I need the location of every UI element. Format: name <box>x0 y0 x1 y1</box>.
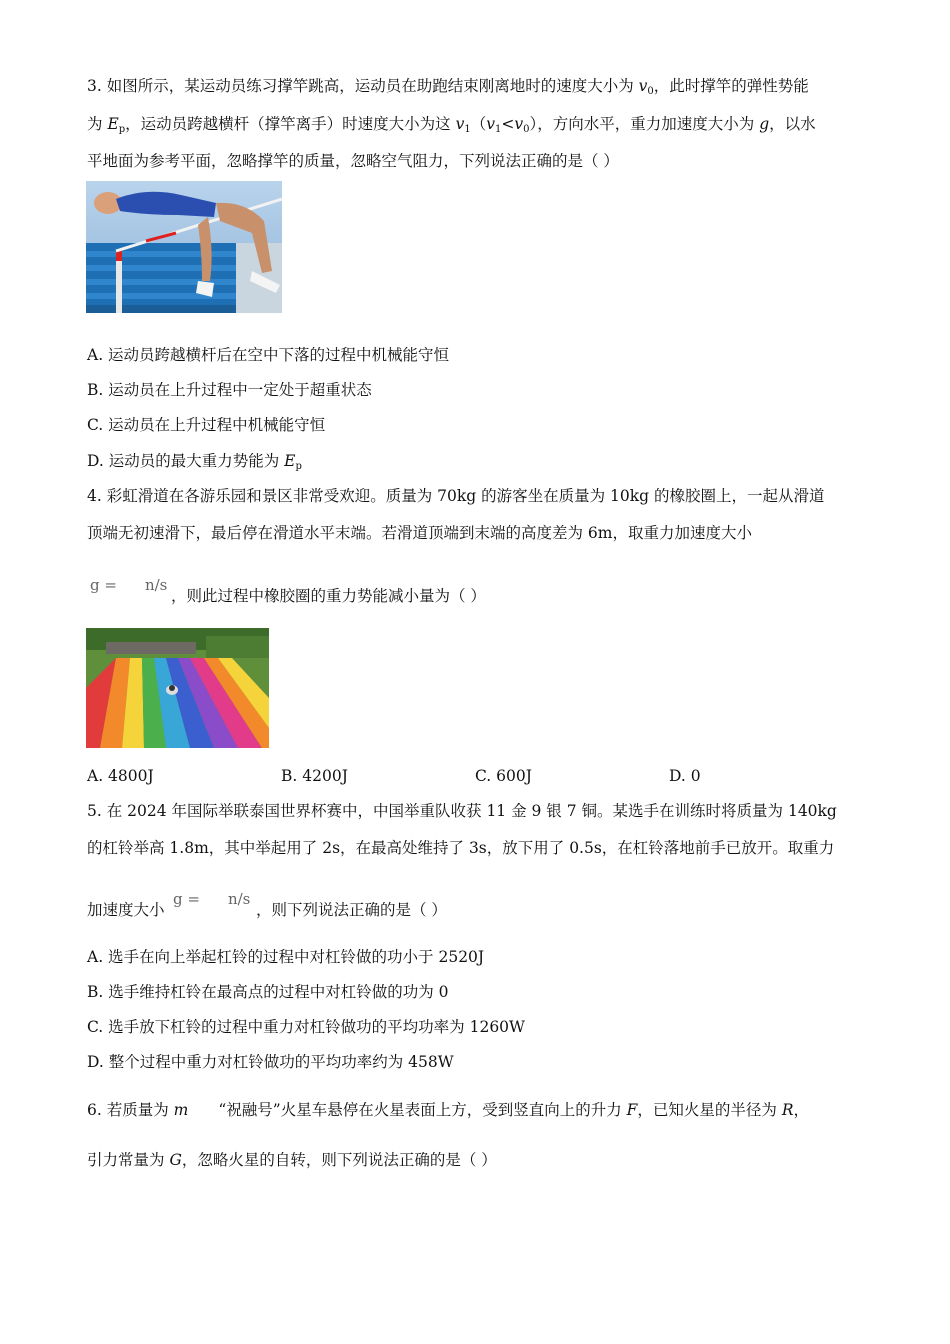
subscript: p <box>295 461 302 472</box>
q4-line-3: ，则此过程中橡胶圈的重力势能减小量为（ ） <box>171 587 486 605</box>
var-E: E <box>284 452 296 470</box>
q6-text: 引力常量为 <box>87 1151 170 1169</box>
q3-text: ，以水 <box>769 115 816 133</box>
q6-line-1 <box>87 1100 809 1120</box>
q6-text: ， <box>793 1101 810 1119</box>
q3-line-2 <box>87 114 816 140</box>
subscript: 0 <box>523 124 530 135</box>
var-F: F <box>626 1101 638 1119</box>
q6-text: 6. 若质量为 <box>87 1101 174 1119</box>
q6-line-2 <box>87 1150 497 1170</box>
q3-text: ），方向水平，重力加速度大小为 <box>529 115 760 133</box>
high-jump-illustration <box>86 181 282 313</box>
high-jump-photo <box>86 181 282 313</box>
q3-option-c[interactable]: C. 运动员在上升过程中机械能守恒 <box>87 416 326 434</box>
q5-line-2: 的杠铃举高 1.8m，其中举起用了 2s，在最高处维持了 3s，放下用了 0.5s，在杠铃落地前手已放开。取重力 <box>87 839 835 857</box>
formula-unit: n/s <box>227 890 251 908</box>
less-than-sign: < <box>501 115 515 133</box>
formula-unit: n/s <box>144 576 168 594</box>
var-v: v <box>514 115 524 133</box>
q5-line-3b: ，则下列说法正确的是（ ） <box>256 901 447 919</box>
q3-text: ，此时撑竿的弹性势能 <box>653 77 809 95</box>
var-v: v <box>486 115 496 133</box>
q5-line-3a: 加速度大小 <box>87 901 165 919</box>
subscript: 1 <box>464 124 471 135</box>
subscript: p <box>118 124 126 135</box>
rainbow-slide-photo <box>86 628 269 748</box>
q3-option-d[interactable] <box>87 451 302 477</box>
q6-text: “祝融号”火星车悬停在火星表面上方，受到竖直向上的升力 <box>218 1101 627 1119</box>
q3-text: 3. 如图所示，某运动员练习撑竿跳高，运动员在助跑结束刚离地时的速度大小为 <box>87 77 639 95</box>
q5-option-b[interactable]: B. 选手维持杠铃在最高点的过程中对杠铃做的功为 0 <box>87 983 449 1001</box>
formula-g: g = <box>173 890 200 908</box>
q4-option-d[interactable]: D. 0 <box>669 767 701 785</box>
option-text: D. 运动员的最大重力势能为 <box>87 452 285 470</box>
q5-line-1: 5. 在 2024 年国际举联泰国世界杯赛中，中国举重队收获 11 金 9 银 7 铜。某选手在训练时将质量为 140kg <box>87 802 837 820</box>
q4-line-1: 4. 彩虹滑道在各游乐园和景区非常受欢迎。质量为 70kg 的游客坐在质量为 10kg 的橡胶圈上，一起从滑道 <box>87 487 825 505</box>
subscript: 0 <box>647 86 654 97</box>
subscript: 1 <box>495 124 502 135</box>
q5-option-c[interactable]: C. 选手放下杠铃的过程中重力对杠铃做功的平均功率为 1260W <box>87 1018 525 1036</box>
q5-option-a[interactable]: A. 选手在向上举起杠铃的过程中对杠铃做的功小于 2520J <box>87 948 485 966</box>
formula-g: g = <box>90 576 117 594</box>
var-v: v <box>455 115 465 133</box>
var-R: R <box>781 1101 794 1119</box>
q5-option-d[interactable]: D. 整个过程中重力对杠铃做功的平均功率约为 458W <box>87 1053 454 1071</box>
q3-text: ，运动员跨越横杆（撑竿离手）时速度大小为这 <box>125 115 456 133</box>
q6-text: ，已知火星的半径为 <box>637 1101 782 1119</box>
q3-text: （ <box>470 115 487 133</box>
var-m: m <box>173 1101 189 1119</box>
q5-gravity-formula <box>173 890 250 908</box>
q4-option-c[interactable]: C. 600J <box>475 767 532 785</box>
q4-option-b[interactable]: B. 4200J <box>281 767 348 785</box>
q4-line-2: 顶端无初速滑下，最后停在滑道水平末端。若滑道顶端到末端的高度差为 6m，取重力加速度大小 <box>87 524 752 542</box>
var-g: g <box>759 115 770 133</box>
q6-text: ，忽略火星的自转，则下列说法正确的是（ ） <box>181 1151 497 1169</box>
q4-option-a[interactable]: A. 4800J <box>87 767 154 785</box>
var-E: E <box>107 115 119 133</box>
q3-option-a[interactable]: A. 运动员跨越横杆后在空中下落的过程中机械能守恒 <box>87 346 450 364</box>
q3-line-3: 平地面为参考平面，忽略撑竿的质量，忽略空气阻力，下列说法正确的是（ ） <box>87 152 619 170</box>
q4-gravity-formula <box>90 576 167 594</box>
q3-text: 为 <box>87 115 108 133</box>
rainbow-slide-illustration <box>86 628 269 748</box>
var-G: G <box>169 1151 182 1169</box>
q3-line-1 <box>87 76 809 102</box>
var-v: v <box>638 77 648 95</box>
q3-option-b[interactable]: B. 运动员在上升过程中一定处于超重状态 <box>87 381 372 399</box>
